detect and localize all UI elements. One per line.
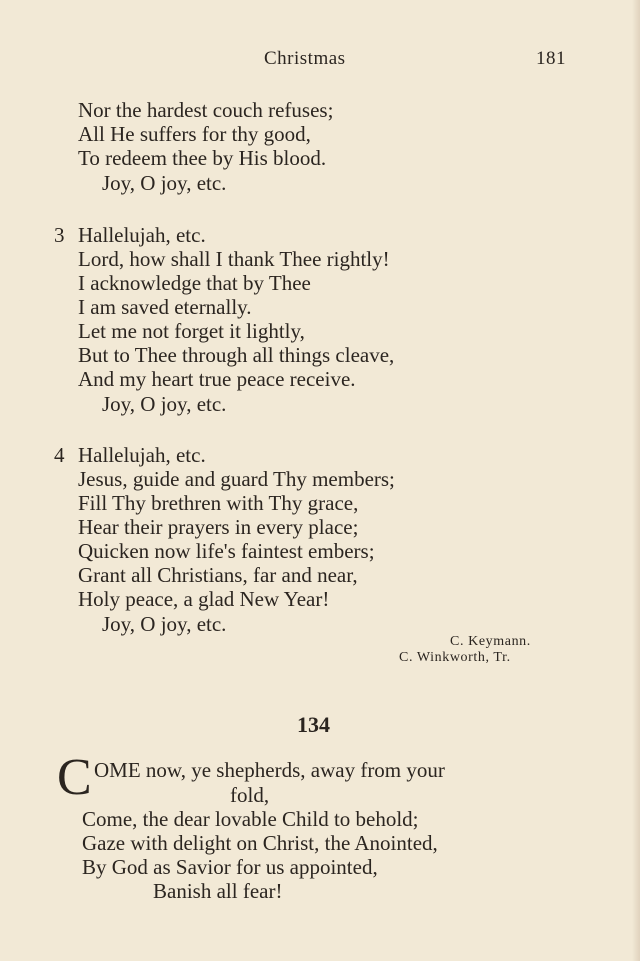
verse-line: But to Thee through all things cleave, bbox=[78, 343, 395, 367]
verse-line: To redeem thee by His blood. bbox=[78, 146, 327, 170]
refrain-line: Joy, O joy, etc. bbox=[102, 171, 227, 195]
refrain-line: Joy, O joy, etc. bbox=[102, 392, 227, 416]
translator-credit: C. Winkworth, Tr. bbox=[399, 650, 511, 665]
page-number: 181 bbox=[536, 48, 566, 69]
verse-line: Grant all Christians, far and near, bbox=[78, 563, 358, 587]
verse-line: Come, the dear lovable Child to behold; bbox=[82, 807, 419, 831]
author-credit: C. Keymann. bbox=[450, 634, 531, 649]
drop-cap: C bbox=[57, 749, 92, 806]
hymn-number: 134 bbox=[297, 712, 330, 737]
running-header-title: Christmas bbox=[264, 48, 346, 69]
verse-line: Gaze with delight on Christ, the Anointed, bbox=[82, 831, 438, 855]
verse-line: Hallelujah, etc. bbox=[78, 223, 206, 247]
verse-line: Holy peace, a glad New Year! bbox=[78, 587, 330, 611]
verse-line: Hear their prayers in every place; bbox=[78, 515, 359, 539]
verse-line: Banish all fear! bbox=[153, 879, 283, 903]
verse-line: fold, bbox=[230, 783, 270, 807]
verse-line: And my heart true peace receive. bbox=[78, 367, 356, 391]
verse-line: I am saved eternally. bbox=[78, 295, 252, 319]
verse-line: By God as Savior for us appointed, bbox=[82, 855, 378, 879]
verse-line: Let me not forget it lightly, bbox=[78, 319, 305, 343]
verse-line: Lord, how shall I thank Thee rightly! bbox=[78, 247, 390, 271]
verse-line: Fill Thy brethren with Thy grace, bbox=[78, 491, 359, 515]
verse-line: Jesus, guide and guard Thy members; bbox=[78, 467, 395, 491]
verse-line: Hallelujah, etc. bbox=[78, 443, 206, 467]
verse-line: I acknowledge that by Thee bbox=[78, 271, 311, 295]
page-edge-shadow bbox=[632, 0, 640, 961]
stanza-number: 4 bbox=[54, 443, 65, 467]
verse-line: Nor the hardest couch refuses; bbox=[78, 98, 334, 122]
verse-line: Quicken now life's faintest embers; bbox=[78, 539, 375, 563]
verse-line: OME now, ye shepherds, away from your bbox=[94, 758, 445, 782]
verse-line: All He suffers for thy good, bbox=[78, 122, 311, 146]
stanza-number: 3 bbox=[54, 223, 65, 247]
refrain-line: Joy, O joy, etc. bbox=[102, 612, 227, 636]
